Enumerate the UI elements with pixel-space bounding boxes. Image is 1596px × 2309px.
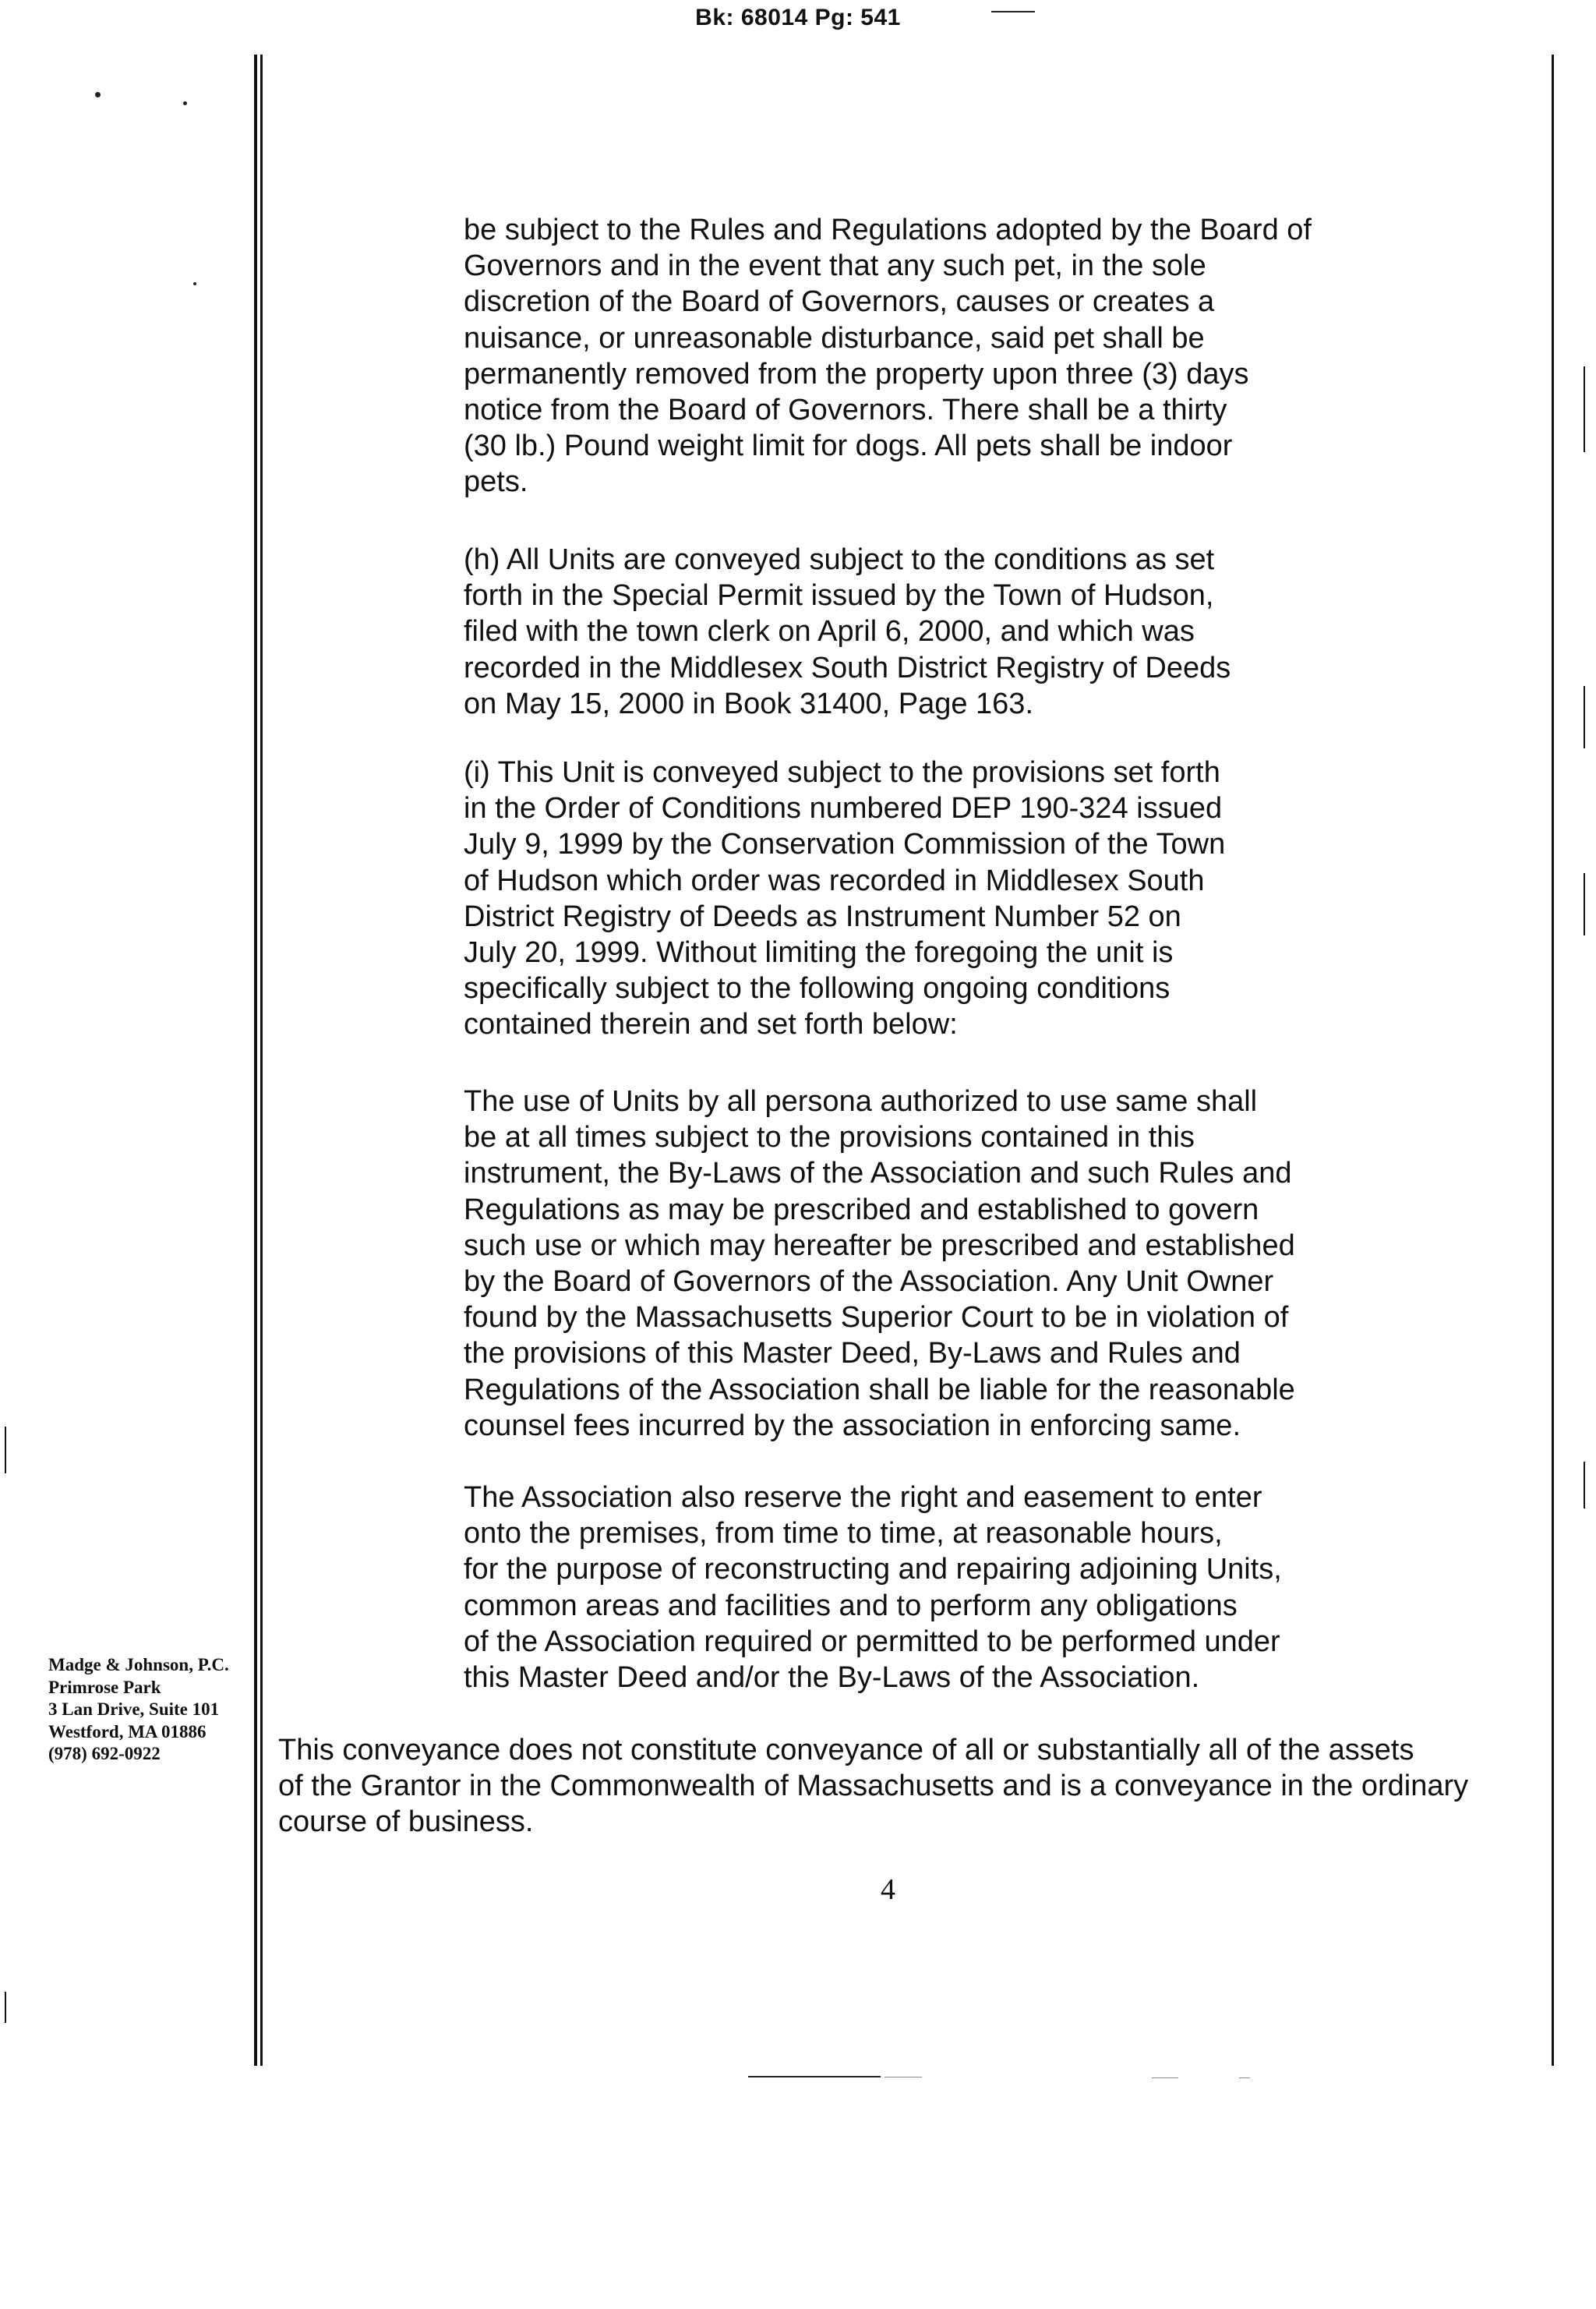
text-line: recorded in the Middlesex South District Registry of Deeds bbox=[464, 651, 1231, 684]
text-line: filed with the town clerk on April 6, 2000, and which was bbox=[464, 615, 1195, 649]
paragraph-easement bbox=[464, 1480, 1399, 1696]
scan-artifact bbox=[1584, 686, 1585, 748]
scan-artifact bbox=[5, 1992, 6, 2023]
text-line: the provisions of this Master Deed, By-Laws and Rules and bbox=[464, 1337, 1241, 1370]
text-line: by the Board of Governors of the Association. Any Unit Owner bbox=[464, 1265, 1274, 1299]
text-line: (h) All Units are conveyed subject to the conditions as set bbox=[464, 543, 1215, 576]
text-line: (i) This Unit is conveyed subject to the provisions set forth bbox=[464, 756, 1220, 789]
text-line: forth in the Special Permit issued by the Town of Hudson, bbox=[464, 579, 1214, 613]
right-margin-rule bbox=[1552, 55, 1554, 2066]
text-line: July 20, 1999. Without limiting the foregoing the unit is bbox=[464, 936, 1174, 970]
text-line: contained therein and set forth below: bbox=[464, 1008, 958, 1041]
text-line: discretion of the Board of Governors, causes or creates a bbox=[464, 285, 1215, 319]
scan-artifact bbox=[5, 1427, 6, 1473]
firm-project: Primrose Park bbox=[48, 1677, 161, 1697]
paragraph-use-of-units bbox=[464, 1084, 1399, 1444]
paragraph-order-of-conditions bbox=[464, 755, 1399, 1043]
text-line: July 9, 1999 by the Conservation Commission of the Town bbox=[464, 828, 1226, 861]
text-line: notice from the Board of Governors. There shall be a thirty bbox=[464, 394, 1227, 427]
text-line: for the purpose of reconstructing and repairing adjoining Units, bbox=[464, 1553, 1282, 1586]
paragraph-pets bbox=[464, 212, 1399, 500]
text-line: of the Grantor in the Commonwealth of Massachusetts and is a conveyance in the ordinary bbox=[278, 1770, 1469, 1803]
text-line: on May 15, 2000 in Book 31400, Page 163. bbox=[464, 687, 1033, 720]
footer-rule bbox=[1239, 2077, 1250, 2078]
text-line: be subject to the Rules and Regulations adopted by the Board of bbox=[464, 214, 1312, 246]
text-line: nuisance, or unreasonable disturbance, said pet shall be bbox=[464, 321, 1205, 355]
text-line: in the Order of Conditions numbered DEP 190-324 issued bbox=[464, 792, 1223, 826]
footer-rule bbox=[748, 2076, 881, 2077]
footer-rule bbox=[1152, 2077, 1178, 2078]
scan-speck bbox=[193, 282, 196, 285]
text-line: this Master Deed and/or the By-Laws of the Association. bbox=[464, 1661, 1200, 1695]
page-number: 4 bbox=[881, 1873, 895, 1906]
text-line: The Association also reserve the right and easement to enter bbox=[464, 1481, 1262, 1514]
text-line: pets. bbox=[464, 465, 528, 499]
scan-speck bbox=[95, 92, 101, 97]
text-line: course of business. bbox=[278, 1805, 534, 1839]
text-line: such use or which may hereafter be prescribed and established bbox=[464, 1229, 1295, 1262]
text-line: be at all times subject to the provisions contained in this bbox=[464, 1121, 1195, 1154]
firm-address-block bbox=[48, 1654, 267, 1766]
text-line: This conveyance does not constitute conveyance of all or substantially all of the assets bbox=[278, 1734, 1414, 1766]
paragraph-special-permit bbox=[464, 542, 1399, 722]
text-line: Regulations as may be prescribed and established to govern bbox=[464, 1193, 1259, 1226]
book-page-header: Bk: 68014 Pg: 541 bbox=[695, 5, 901, 30]
text-line: (30 lb.) Pound weight limit for dogs. All pets shall be indoor bbox=[464, 430, 1233, 463]
firm-city: Westford, MA 01886 bbox=[48, 1721, 207, 1741]
text-line: counsel fees incurred by the association in enforcing same. bbox=[464, 1409, 1241, 1442]
text-line: common areas and facilities and to perform any obligations bbox=[464, 1589, 1238, 1622]
text-line: The use of Units by all persona authorized to use same shall bbox=[464, 1085, 1258, 1118]
text-line: Regulations of the Association shall be liable for the reasonable bbox=[464, 1373, 1295, 1406]
scan-artifact bbox=[1584, 873, 1585, 935]
scan-speck bbox=[183, 101, 187, 105]
text-line: instrument, the By-Laws of the Association and such Rules and bbox=[464, 1157, 1292, 1190]
paragraph-conveyance bbox=[278, 1732, 1541, 1840]
firm-street: 3 Lan Drive, Suite 101 bbox=[48, 1699, 220, 1719]
text-line: District Registry of Deeds as Instrument Number 52 on bbox=[464, 900, 1181, 933]
text-line: of the Association required or permitted to be performed under bbox=[464, 1625, 1280, 1658]
text-line: of Hudson which order was recorded in Middlesex South bbox=[464, 864, 1205, 897]
header-rule bbox=[991, 11, 1035, 12]
text-line: found by the Massachusetts Superior Court to be in violation of bbox=[464, 1301, 1289, 1335]
text-line: specifically subject to the following ongoing conditions bbox=[464, 972, 1171, 1006]
text-line: Governors and in the event that any such pet, in the sole bbox=[464, 249, 1206, 283]
text-line: onto the premises, from time to time, at reasonable hours, bbox=[464, 1517, 1223, 1551]
firm-name: Madge & Johnson, P.C. bbox=[48, 1655, 229, 1674]
scan-artifact bbox=[1584, 366, 1585, 452]
scan-artifact bbox=[1584, 1462, 1585, 1508]
firm-phone: (978) 692-0922 bbox=[48, 1744, 161, 1763]
text-line: permanently removed from the property upon three (3) days bbox=[464, 357, 1249, 391]
